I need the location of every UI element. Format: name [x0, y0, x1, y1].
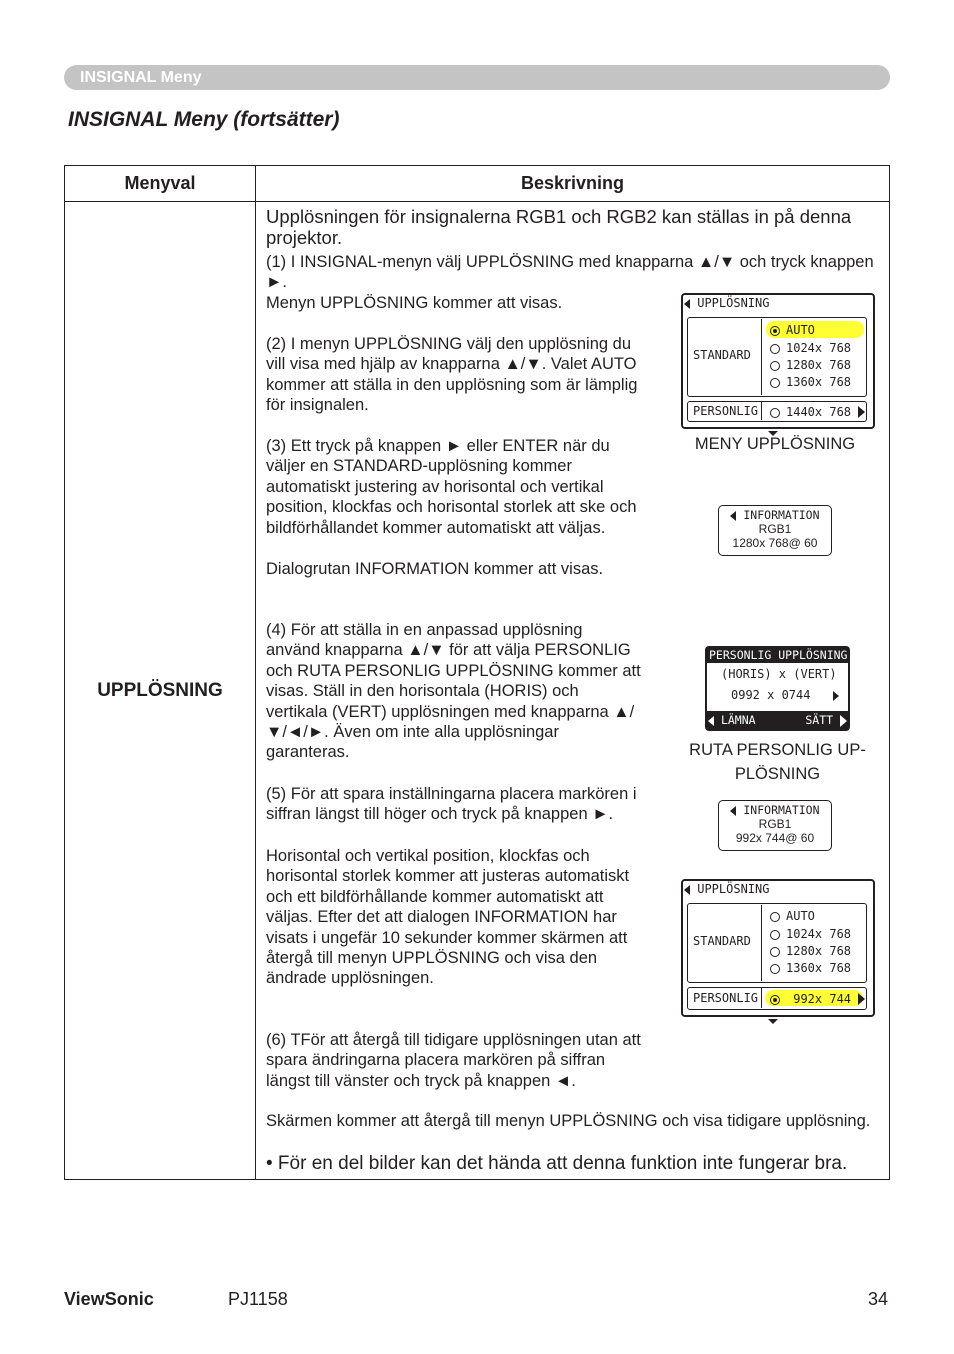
- option-auto[interactable]: AUTO: [770, 909, 815, 923]
- option-auto[interactable]: AUTO: [770, 323, 815, 337]
- step-1b-text: Menyn UPPLÖSNING kommer att visas.: [266, 294, 563, 312]
- option-1024[interactable]: 1024x 768: [770, 341, 851, 355]
- personal-label: PERSONLIG: [693, 404, 759, 418]
- step-5-text: (5) För att spara inställningarna placera markören i siffran längst till höger och tryck på knappen ►.: [266, 785, 637, 824]
- step-3b-text: Dialogrutan INFORMATION kommer att visas.: [266, 560, 604, 578]
- back-arrow-icon[interactable]: [730, 511, 736, 521]
- radio-icon: [770, 912, 780, 922]
- radio-icon: [770, 344, 780, 354]
- page-title: INSIGNAL Meny (fortsätter): [68, 108, 340, 131]
- radio-icon: [770, 378, 780, 388]
- osd-title: UPPLÖSNING: [697, 296, 770, 310]
- back-arrow-icon: [708, 716, 714, 726]
- footer-brand: ViewSonic: [64, 1289, 154, 1309]
- custom-box-caption: RUTA PERSONLIG UP- PLÖSNING: [689, 741, 866, 783]
- radio-icon: [770, 361, 780, 371]
- info-dialog-1: INFORMATION RGB1 1280x 768@ 60: [718, 505, 832, 556]
- page-number: 34: [868, 1289, 889, 1309]
- back-arrow-icon[interactable]: [684, 299, 690, 309]
- section-header-bar: [64, 65, 890, 90]
- forward-arrow-icon[interactable]: [858, 406, 865, 418]
- forward-arrow-icon[interactable]: [858, 993, 865, 1005]
- step-6b-text: Skärmen kommer att återgå till menyn UPPLÖSNING och visa tidigare upplösning.: [266, 1112, 871, 1130]
- step-3-text: (3) Ett tryck på knappen ► eller ENTER när du väljer en STANDARD-upplösning kommer automatiskt justering av horisontal och vertikal position, klockfas och horisontal storlek att ske och bildförhållandet kommer automatiskt att väljas.: [266, 437, 637, 537]
- radio-icon: [770, 947, 780, 957]
- step-1-text: (1) I INSIGNAL-menyn välj UPPLÖSNING med knapparna ▲/▼ och tryck knappen ►.: [266, 253, 874, 292]
- section-header-label: INSIGNAL Meny: [80, 69, 202, 86]
- option-personal[interactable]: 1440x 768: [770, 405, 851, 419]
- scroll-down-icon: [768, 1019, 778, 1024]
- option-1360[interactable]: 1360x 768: [770, 375, 851, 389]
- radio-selected-icon: [770, 326, 780, 336]
- resolution-value-field[interactable]: 0992 x 0744: [731, 688, 811, 702]
- leave-button[interactable]: LÄMNA: [708, 713, 756, 727]
- option-1280[interactable]: 1280x 768: [770, 358, 851, 372]
- step-2-text: (2) I menyn UPPLÖSNING välj den upplösning du vill visa med hjälp av knapparna ▲/▼. Valet AUTO kommer att ställa in den upplösning som är lämplig för insignalen.: [266, 335, 638, 415]
- osd-resolution-menu: [681, 293, 875, 429]
- footer-model: PJ1158: [228, 1289, 288, 1309]
- option-1280[interactable]: 1280x 768: [770, 944, 851, 958]
- cursor-right-icon: [833, 691, 839, 701]
- radio-icon: [770, 408, 780, 418]
- note-bullet: • För en del bilder kan det hända att denna funktion inte fungerar bra.: [266, 1153, 848, 1174]
- column-header-description: Beskrivning: [256, 166, 890, 202]
- step-5b-text: Horisontal och vertikal position, klockfas och horisontal storlek kommer att justeras automatiskt och ett bildförhållande kommer automatiskt att väljas. Efter det att dialogen INFORMATION har visats i ungefär 10 sekunder kommer skärmen att återgå till menyn UPPLÖSNING och visa den ändrade upplösningen.: [266, 847, 630, 988]
- back-arrow-icon[interactable]: [730, 806, 736, 816]
- radio-icon: [770, 964, 780, 974]
- radio-selected-icon: [770, 995, 780, 1005]
- intro-text: Upplösningen för insignalerna RGB1 och RGB2 kan ställas in på denna projektor.: [266, 206, 852, 248]
- option-1360[interactable]: 1360x 768: [770, 961, 851, 975]
- column-header-menu: Menyval: [65, 166, 256, 202]
- option-1024[interactable]: 1024x 768: [770, 927, 851, 941]
- osd-resolution-menu-updated: UPPLÖSNING STANDARD AUTO 1024x 768 1280x 768 1360x 768 PERSONLIG 992x 744: [681, 879, 875, 1019]
- back-arrow-icon[interactable]: [684, 885, 690, 895]
- option-personal[interactable]: 992x 744: [770, 992, 851, 1006]
- menu-caption: MENY UPPLÖSNING: [694, 435, 856, 453]
- info-dialog-2: INFORMATION RGB1 992x 744@ 60: [718, 800, 832, 851]
- forward-arrow-icon: [840, 715, 847, 727]
- set-button[interactable]: SÄTT: [805, 713, 847, 727]
- custom-resolution-box: PERSONLIG UPPLÖSNING (HORIS) x (VERT) 0992 x 0744 LÄMNA SÄTT: [705, 646, 850, 731]
- radio-icon: [770, 930, 780, 940]
- osd-group-label: STANDARD: [693, 348, 751, 362]
- step-4-text: (4) För att ställa in en anpassad upplösning använd knapparna ▲/▼ för att välja PERSONLIG och RUTA PERSONLIG UPPLÖSNING kommer att visas. Ställ in den horisontala (HORIS) och vertikala (VERT) upplösningen med knapparna ▲/▼/◄/►. Även om inte alla upplösningar garanteras.: [266, 621, 641, 762]
- menu-item-label: UPPLÖSNING: [65, 202, 256, 1180]
- step-6-text: (6) TFör att återgå till tidigare upplösningen utan att spara ändringarna placera markören på siffran längst till vänster och tryck på knappen ◄.: [266, 1031, 641, 1090]
